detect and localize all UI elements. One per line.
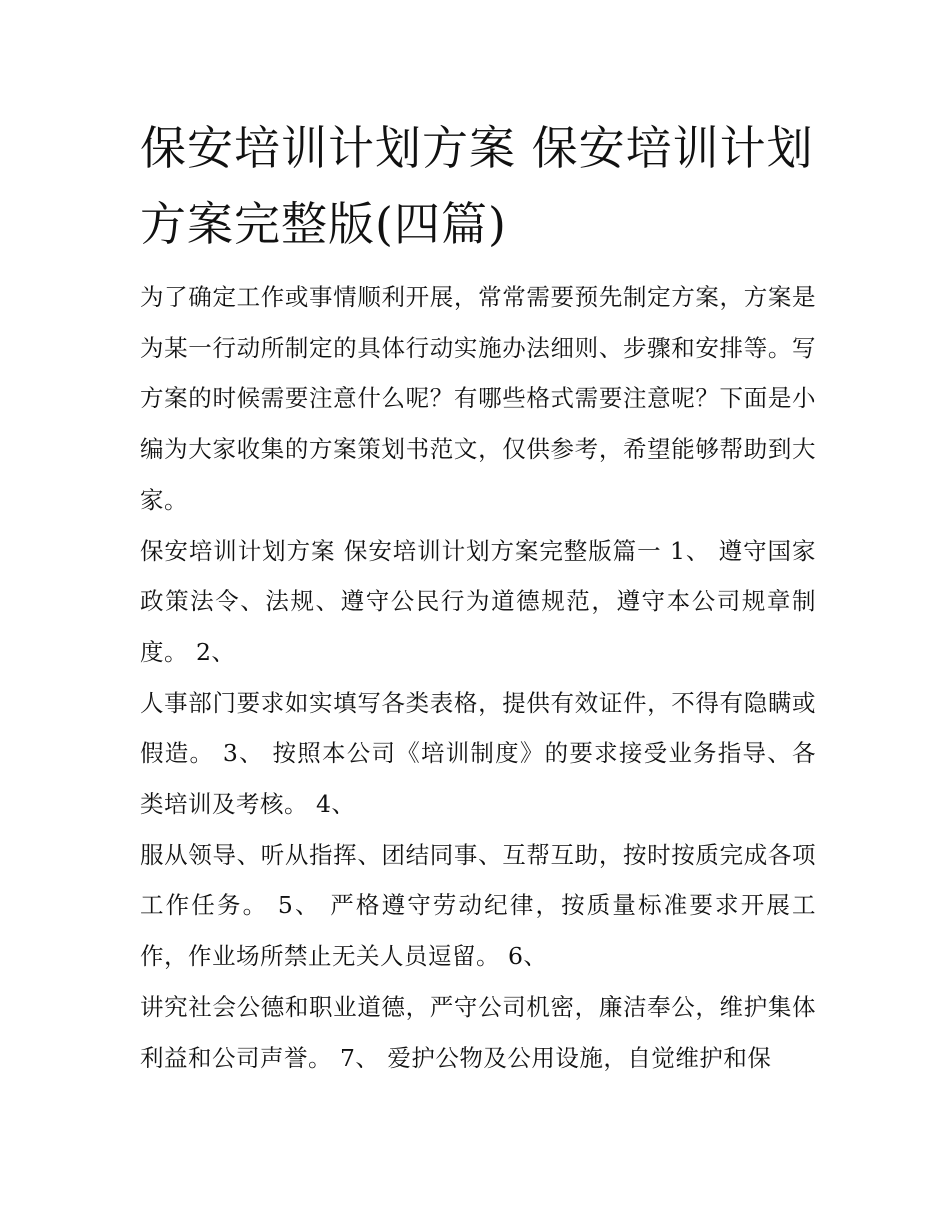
section-paragraph-1: 保安培训计划方案 保安培训计划方案完整版篇一 1、 遵守国家政策法令、法规、遵守公民行为道德规范，遵守本公司规章制度。 2、: [140, 536, 816, 666]
section-paragraph-2: 人事部门要求如实填写各类表格，提供有效证件，不得有隐瞒或假造。 3、 按照本公司《培训制度》的要求接受业务指导、各类培训及考核。 4、: [140, 688, 816, 819]
section-paragraph-3: 服从领导、听从指挥、团结同事、互帮互助，按时按质完成各项工作任务。 5、 严格遵守劳动纪律，按质量标准要求开展工作，作业场所禁止无关人员逗留。 6、: [140, 840, 816, 971]
intro-paragraph: 为了确定工作或事情顺利开展，常常需要预先制定方案，方案是为某一行动所制定的具体行动实施办法细则、步骤和安排等。写方案的时候需要注意什么呢？有哪些格式需要注意呢？下面是小编为大家收集的方案策划书范文，仅供参考，希望能够帮助到大家。: [140, 283, 816, 514]
document-title: 保安培训计划方案 保安培训计划方案完整版(四篇): [140, 121, 814, 251]
document-body: [140, 272, 816, 1083]
section-paragraph-4: 讲究社会公德和职业道德，严守公司机密，廉洁奉公，维护集体利益和公司声誉。 7、 爱护公物及公用设施，自觉维护和保: [140, 992, 816, 1072]
